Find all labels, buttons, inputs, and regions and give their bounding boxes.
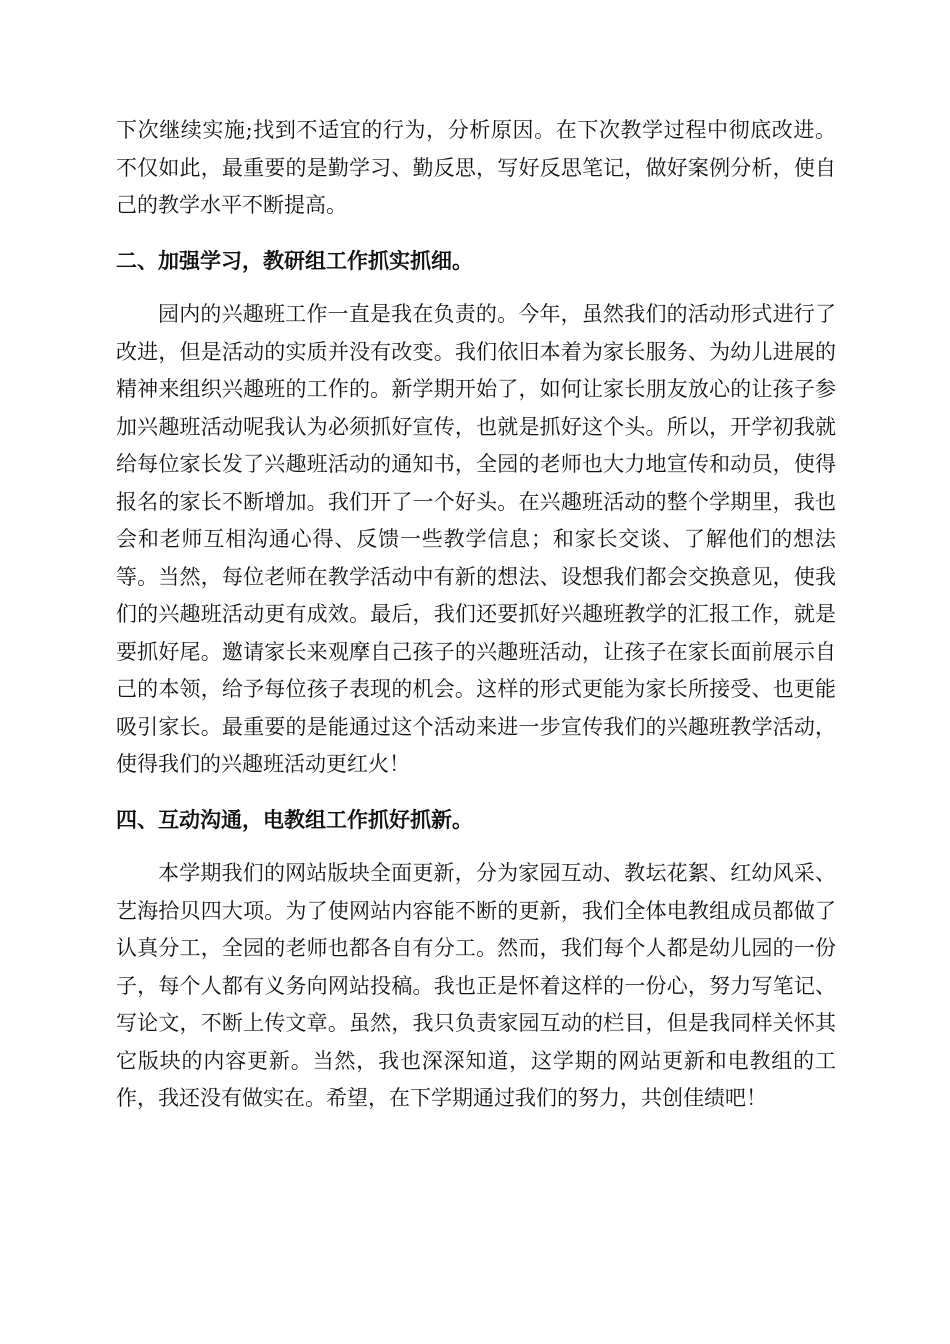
paragraph-website-update: 本学期我们的网站版块全面更新，分为家园互动、教坛花絮、红幼风采、艺海拾贝四大项。为了使网站内容能不断的更新，我们全体电教组成员都做了认真分工，全园的老师也都各自有分工。然而，我们每个人都是幼儿园的一份子，每个人都有义务向网站投稿。我也正是怀着这样的一份心，努力写笔记、写论文，不断上传文章。虽然，我只负责家园互动的栏目，但是我同样关怀其它版块的内容更新。当然，我也深深知道，这学期的网站更新和电教组的工作，我还没有做实在。希望，在下学期通过我们的努力，共创佳绩吧！: [116, 861, 836, 1110]
document-body: [116, 112, 836, 1118]
section-heading-4: 四、互动沟通，电教组工作抓好抓新。: [116, 806, 473, 832]
paragraph-intro-continuation: 下次继续实施;找到不适宜的行为，分析原因。在下次教学过程中彻底改进。不仅如此，最重要的是勤学习、勤反思，写好反思笔记，做好案例分析，使自己的教学水平不断提高。: [116, 118, 836, 217]
section-heading-2: 二、加强学习，教研组工作抓实抓细。: [116, 247, 473, 273]
paragraph-interest-class: 园内的兴趣班工作一直是我在负责的。今年，虽然我们的活动形式进行了改进，但是活动的实质并没有改变。我们依旧本着为家长服务、为幼儿进展的精神来组织兴趣班的工作的。新学期开始了，如何让家长朋友放心的让孩子参加兴趣班活动呢我认为必须抓好宣传，也就是抓好这个头。所以，开学初我就给每位家长发了兴趣班活动的通知书，全园的老师也大力地宣传和动员，使得报名的家长不断增加。我们开了一个好头。在兴趣班活动的整个学期里，我也会和老师互相沟通心得、反馈一些教学信息；和家长交谈、了解他们的想法等。当然，每位老师在教学活动中有新的想法、设想我们都会交换意见，使我们的兴趣班活动更有成效。最后，我们还要抓好兴趣班教学的汇报工作，就是要抓好尾。邀请家长来观摩自己孩子的兴趣班活动，让孩子在家长面前展示自己的本领，给予每位孩子表现的机会。这样的形式更能为家长所接受、也更能吸引家长。最重要的是能通过这个活动来进一步宣传我们的兴趣班教学活动，使得我们的兴趣班活动更红火！: [116, 302, 836, 776]
